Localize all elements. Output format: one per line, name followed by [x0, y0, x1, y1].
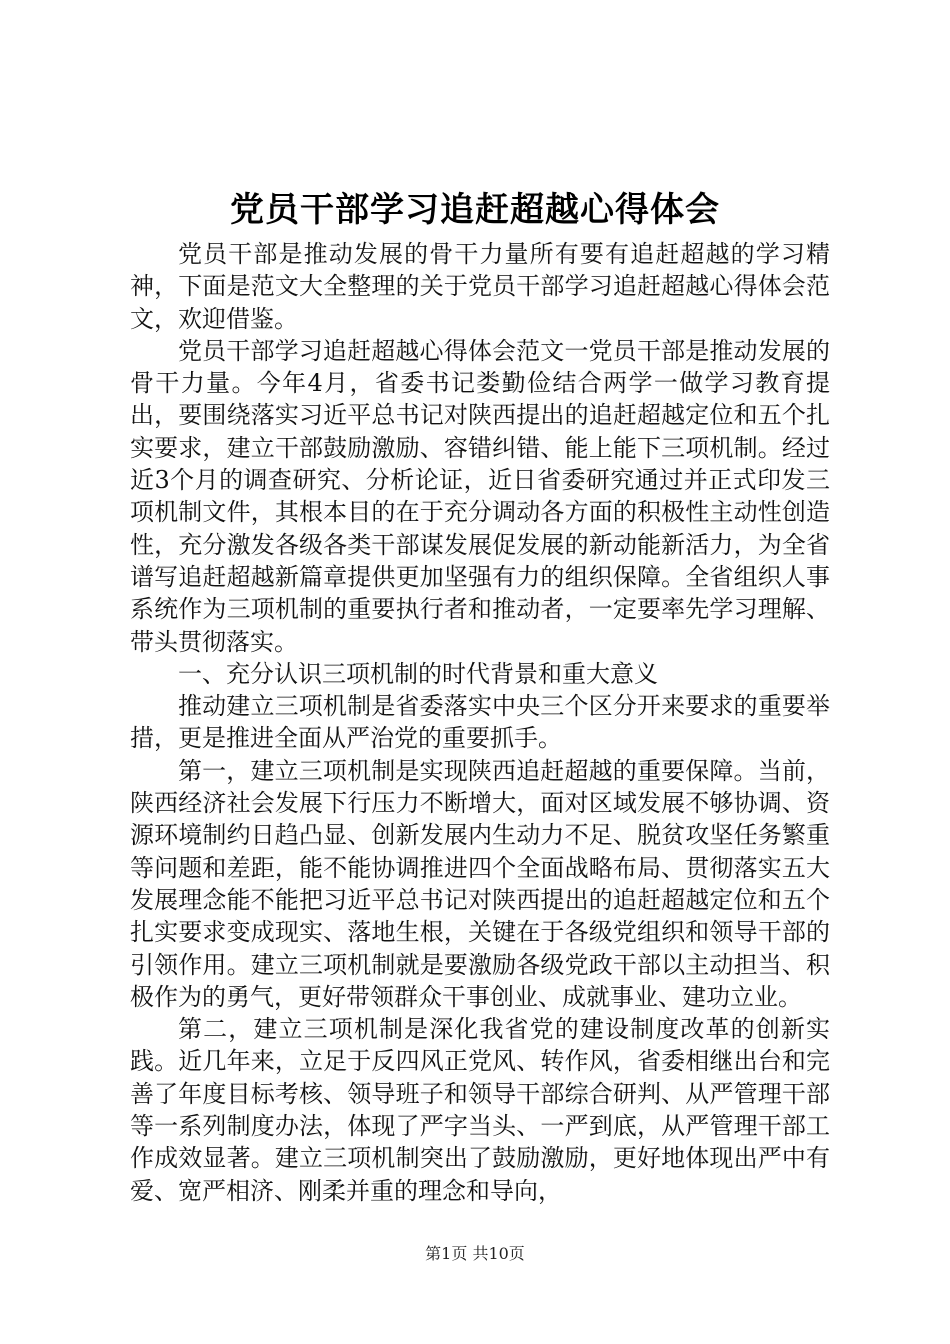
paragraph-essay-one: 党员干部学习追赶超越心得体会范文一党员干部是推动发展的骨干力量。今年4月，省委书记娄勤俭结合两学一做学习教育提出，要围绕落实习近平总书记对陕西提出的追赶超越定位和五个扎实要求，建立干部鼓励激励、容错纠错、能上能下三项机制。经过近3个月的调查研究、分析论证，近日省委研究通过并正式印发三项机制文件，其根本目的在于充分调动各方面的积极性主动性创造性，充分激发各级各类干部谋发展促发展的新动能新活力，为全省谱写追赶超越新篇章提供更加坚强有力的组织保障。全省组织人事系统作为三项机制的重要执行者和推动者，一定要率先学习理解、带头贯彻落实。 — [130, 336, 830, 656]
paragraph-second-point: 第二，建立三项机制是深化我省党的建设制度改革的创新实践。近几年来，立足于反四风正党风、转作风，省委相继出台和完善了年度目标考核、领导班子和领导干部综合研判、从严管理干部等一系列制度办法，体现了严字当头、一严到底，从严管理干部工作成效显著。建立三项机制突出了鼓励激励，更好地体现出严中有爱、宽严相济、刚柔并重的理念和导向， — [130, 1015, 830, 1205]
document-title: 党员干部学习追赶超越心得体会 — [230, 190, 720, 230]
section-heading-one: 一、充分认识三项机制的时代背景和重大意义 — [178, 659, 658, 688]
paragraph-first-point: 第一，建立三项机制是实现陕西追赶超越的重要保障。当前，陕西经济社会发展下行压力不断增大，面对区域发展不够协调、资源环境制约日趋凸显、创新发展内生动力不足、脱贫攻坚任务繁重等问题和差距，能不能协调推进四个全面战略布局、贯彻落实五大发展理念能不能把习近平总书记对陕西提出的追赶超越定位和五个扎实要求变成现实、落地生根，关键在于各级党组织和领导干部的引领作用。建立三项机制就是要激励各级党政干部以主动担当、积极作为的勇气，更好带领群众干事创业、成就事业、建功立业。 — [130, 756, 830, 1011]
page-footer: 第1页 共10页 — [425, 1244, 525, 1263]
paragraph-intro: 党员干部是推动发展的骨干力量所有要有追赶超越的学习精神，下面是范文大全整理的关于党员干部学习追赶超越心得体会范文，欢迎借鉴。 — [130, 240, 830, 333]
document-body — [130, 238, 830, 1207]
paragraph-three-mechanisms: 推动建立三项机制是省委落实中央三个区分开来要求的重要举措，更是推进全面从严治党的重要抓手。 — [130, 692, 830, 753]
